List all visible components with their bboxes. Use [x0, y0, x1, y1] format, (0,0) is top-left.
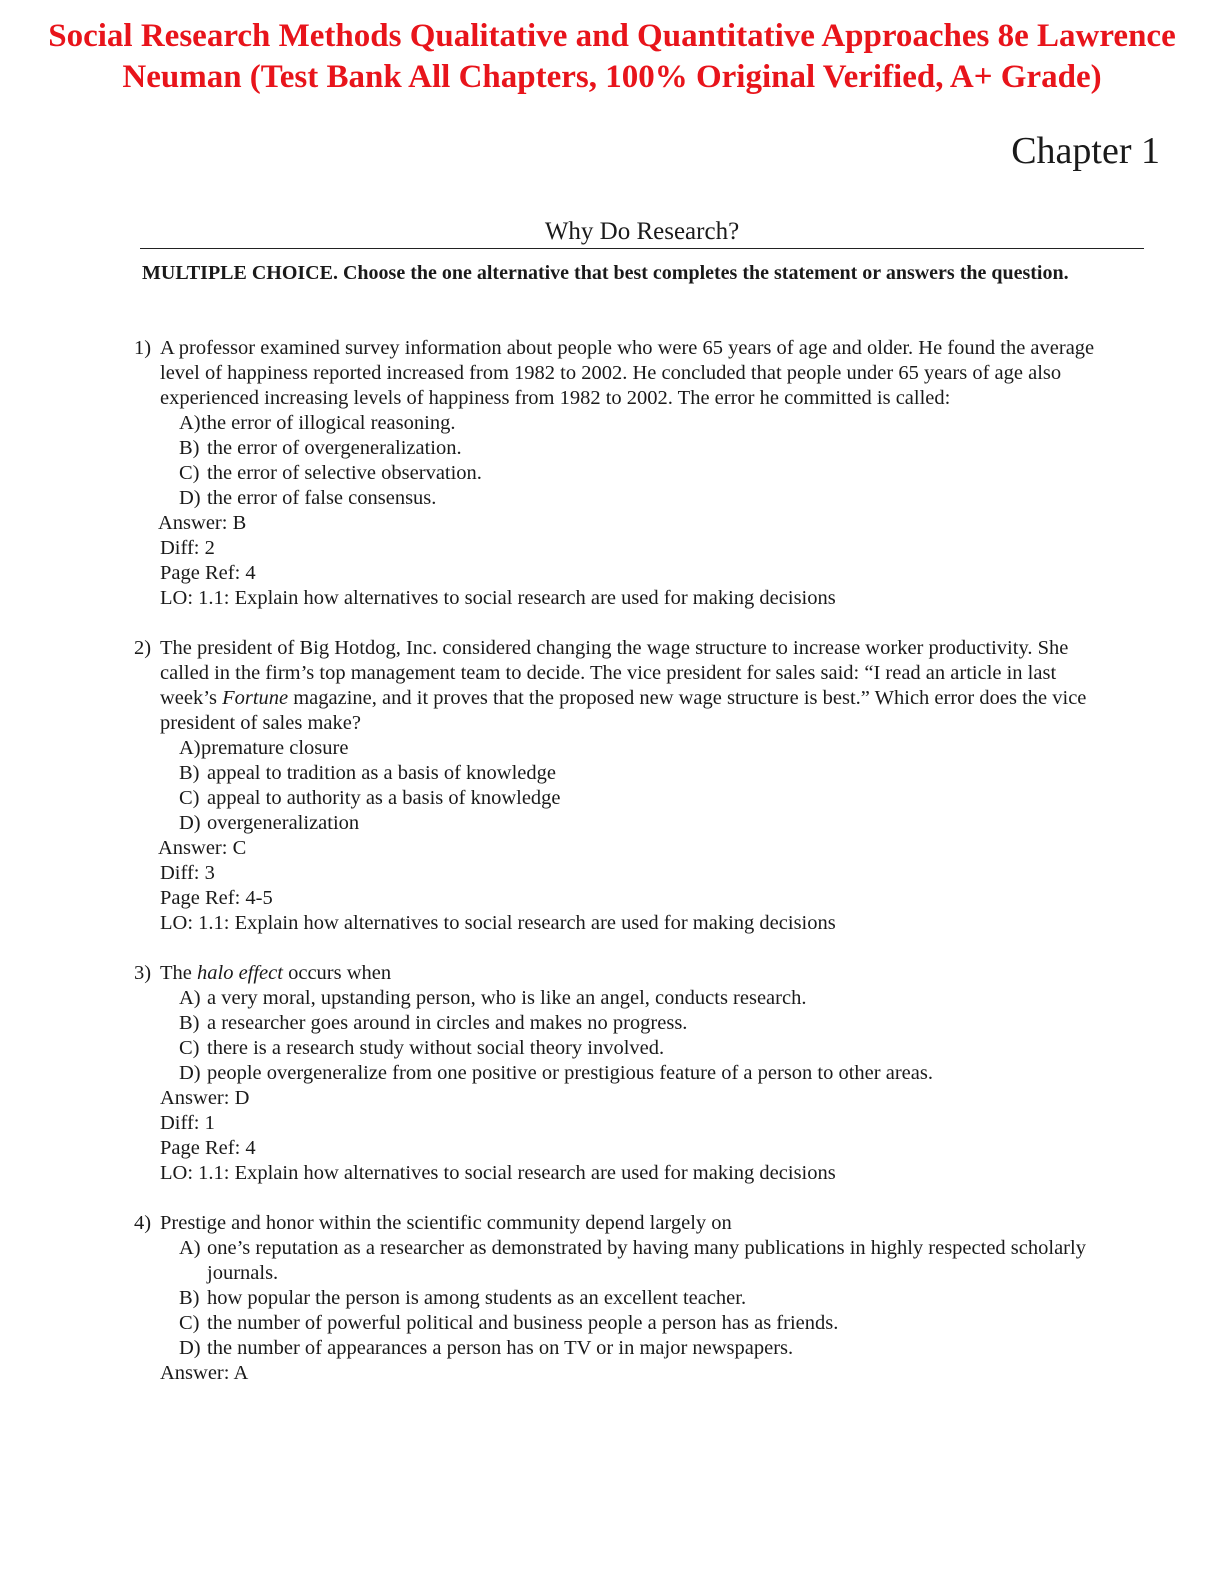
option-text: premature closure — [201, 737, 349, 759]
difficulty: Diff: 3 — [160, 862, 215, 884]
option-letter: D) — [179, 1337, 201, 1359]
question-text-italic: halo effect — [197, 962, 283, 984]
answer: Answer: D — [160, 1087, 250, 1109]
option-letter: A) — [179, 737, 201, 759]
option-text: a researcher goes around in circles and makes no progress. — [207, 1012, 688, 1034]
option-letter: A) — [179, 1237, 201, 1259]
question-text-part: magazine, and it proves that the proposed new wage structure is best.” Which error does the vice president of sales make? — [160, 687, 1087, 734]
option-list — [134, 736, 1114, 836]
learning-objective: LO: 1.1: Explain how alternatives to social research are used for making decisions — [160, 912, 836, 934]
answer: Answer: A — [160, 1362, 249, 1384]
learning-objective: LO: 1.1: Explain how alternatives to social research are used for making decisions — [160, 587, 836, 609]
option-letter: B) — [179, 437, 200, 459]
question-stem — [134, 1211, 1114, 1236]
page-ref: Page Ref: 4 — [160, 1137, 256, 1159]
question-3 — [134, 961, 1114, 1186]
question-meta — [134, 1361, 1114, 1386]
answer: Answer: C — [158, 837, 247, 859]
option-d — [179, 486, 1114, 511]
option-text: the error of illogical reasoning. — [201, 412, 456, 434]
option-d — [179, 811, 1114, 836]
option-text: the error of overgeneralization. — [207, 437, 462, 459]
option-c — [179, 1036, 1114, 1061]
question-stem — [134, 336, 1114, 411]
option-letter: C) — [179, 462, 200, 484]
option-text: a very moral, upstanding person, who is like an angel, conducts research. — [207, 987, 807, 1009]
question-number: 3) — [134, 962, 152, 984]
option-letter: C) — [179, 787, 200, 809]
question-text-italic: Fortune — [222, 687, 289, 709]
option-text: the error of selective observation. — [207, 462, 482, 484]
question-2 — [134, 636, 1114, 936]
option-letter: D) — [179, 812, 201, 834]
question-text-part: occurs when — [282, 962, 392, 984]
chapter-heading: Chapter 1 — [1011, 130, 1160, 172]
question-text — [160, 962, 391, 984]
option-letter: C) — [179, 1312, 200, 1334]
page-ref: Page Ref: 4 — [160, 562, 256, 584]
document-title: Social Research Methods Qualitative and Quantitative Approaches 8e Lawrence Neuman (Test Bank All Chapters, 100% Original Verified, A+ Grade) — [48, 18, 1176, 95]
option-letter: B) — [179, 1287, 200, 1309]
section-divider — [140, 248, 1144, 249]
option-text: people overgeneralize from one positive or prestigious feature of a person to other areas. — [207, 1062, 933, 1084]
question-number: 1) — [134, 337, 152, 359]
option-a — [179, 736, 1114, 761]
question-text-part: The — [160, 962, 197, 984]
page-ref: Page Ref: 4-5 — [160, 887, 273, 909]
option-text: the number of appearances a person has on TV or in major newspapers. — [207, 1337, 794, 1359]
option-a — [179, 986, 1114, 1011]
option-text: overgeneralization — [207, 812, 360, 834]
option-text: the error of false consensus. — [207, 487, 437, 509]
option-c — [179, 786, 1114, 811]
option-list — [134, 986, 1114, 1086]
question-1 — [134, 336, 1114, 611]
option-text: there is a research study without social theory involved. — [207, 1037, 665, 1059]
difficulty: Diff: 1 — [160, 1112, 215, 1134]
option-b — [179, 1011, 1114, 1036]
question-list — [134, 336, 1114, 1411]
question-text: Prestige and honor within the scientific community depend largely on — [160, 1212, 732, 1234]
question-stem — [134, 636, 1114, 736]
option-letter: D) — [179, 487, 201, 509]
section-heading: Why Do Research? — [544, 218, 740, 245]
question-stem — [134, 961, 1114, 986]
option-letter: D) — [179, 1062, 201, 1084]
option-letter: C) — [179, 1037, 200, 1059]
option-letter: A) — [179, 412, 201, 434]
option-b — [179, 761, 1114, 786]
question-number: 2) — [134, 637, 152, 659]
question-meta — [134, 836, 1114, 936]
option-list — [134, 1236, 1114, 1361]
option-d — [179, 1061, 1114, 1086]
option-c — [179, 1311, 1114, 1336]
option-b — [179, 436, 1114, 461]
option-letter: B) — [179, 762, 200, 784]
option-text: appeal to tradition as a basis of knowledge — [207, 762, 556, 784]
option-letter: A) — [179, 987, 201, 1009]
option-text: one’s reputation as a researcher as demonstrated by having many publications in highly respected scholarly journals. — [207, 1237, 1086, 1284]
option-c — [179, 461, 1114, 486]
option-list — [134, 411, 1114, 511]
question-text — [160, 637, 1086, 734]
option-a — [179, 411, 1114, 436]
question-text: A professor examined survey information about people who were 65 years of age and older. He found the average level of happiness reported increased from 1982 to 2002. He concluded that people under 65 years of age also experienced increasing levels of happiness from 1982 to 2002. The error he committed is called: — [160, 337, 1095, 409]
question-meta — [134, 511, 1114, 611]
instructions: MULTIPLE CHOICE. Choose the one alternative that best completes the statement or answers the question. — [142, 262, 1069, 284]
option-letter: B) — [179, 1012, 200, 1034]
learning-objective: LO: 1.1: Explain how alternatives to social research are used for making decisions — [160, 1162, 836, 1184]
question-number: 4) — [134, 1212, 152, 1234]
option-a — [179, 1236, 1114, 1286]
question-meta — [134, 1086, 1114, 1186]
difficulty: Diff: 2 — [160, 537, 215, 559]
option-b — [179, 1286, 1114, 1311]
option-text: how popular the person is among students as an excellent teacher. — [207, 1287, 747, 1309]
option-d — [179, 1336, 1114, 1361]
option-text: appeal to authority as a basis of knowledge — [207, 787, 561, 809]
question-4 — [134, 1211, 1114, 1386]
question-text-part: The president of Big Hotdog, Inc. considered changing the wage structure to increase worker productivity. She called in the firm’s top management team to decide. The vice president for sales said: “I read an article in last week’s — [160, 637, 1069, 709]
option-text: the number of powerful political and business people a person has as friends. — [207, 1312, 839, 1334]
answer: Answer: B — [158, 512, 247, 534]
